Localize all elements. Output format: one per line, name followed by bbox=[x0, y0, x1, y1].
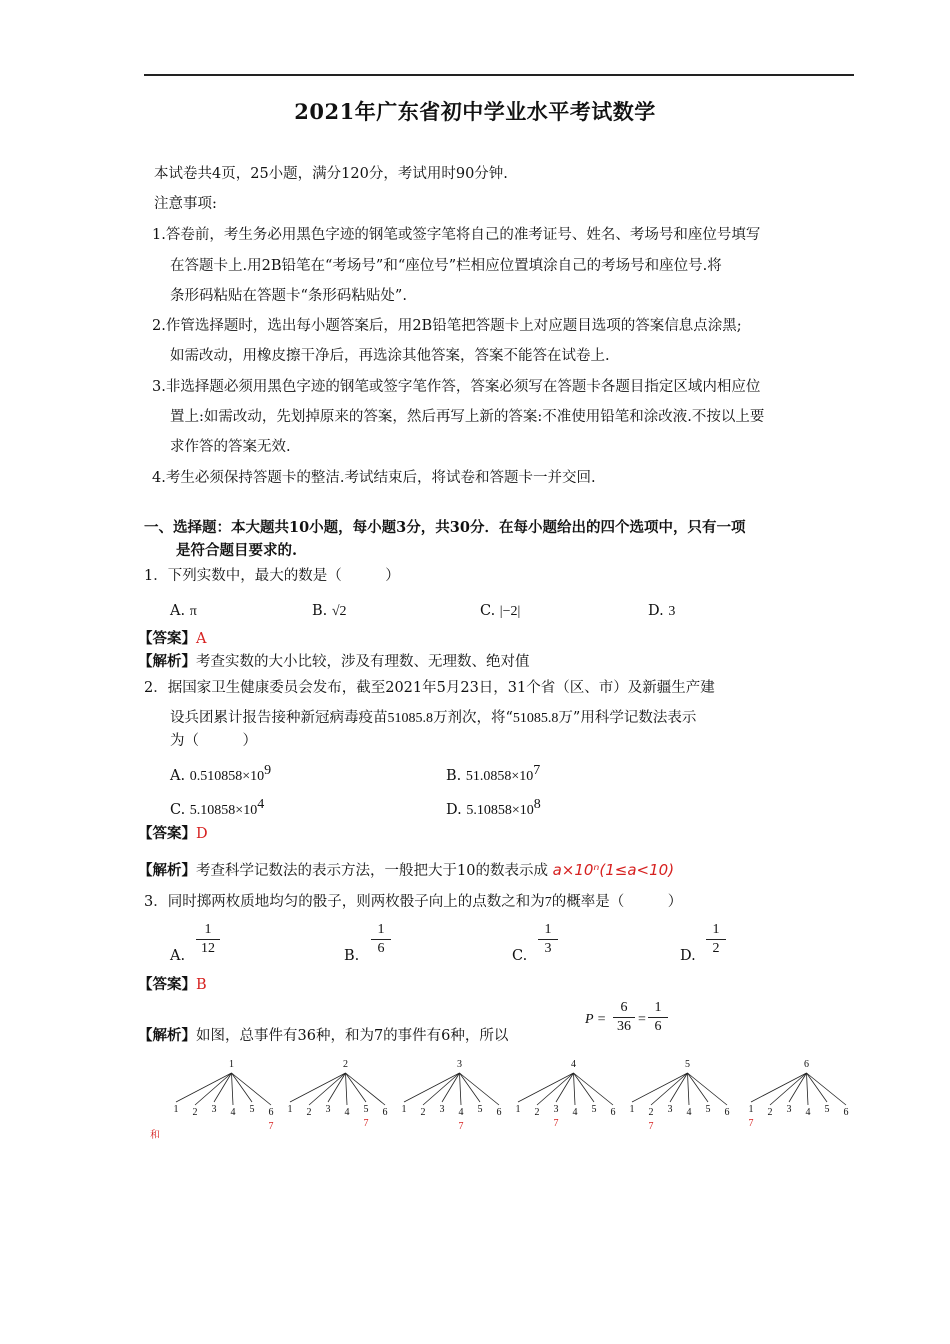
tree-leaf-label: 3 bbox=[211, 1104, 217, 1115]
note-line: 1.答卷前，考生务必用黑色字迹的钢笔或签字笔将自己的准考证号、姓名、考场号和座位号填写 bbox=[152, 227, 761, 243]
q2-stem-cont: 设兵团累计报告接种新冠病毒疫苗51085.8万剂次，将“51085.8万”用科学记数法表示 bbox=[170, 710, 697, 726]
q2-analysis: 【解析】考查科学记数法的表示方法，一般把大于10的数表示成 a×10ⁿ(1≤a<10) bbox=[138, 861, 675, 879]
note-line: 如需改动，用橡皮擦干净后，再选涂其他答案，答案不能答在试卷上. bbox=[170, 348, 610, 364]
q3-option-c-label: C. bbox=[512, 948, 528, 964]
note-line: 4.考生必须保持答题卡的整洁.考试结束后，将试卷和答题卡一并交回. bbox=[152, 470, 596, 486]
tree-leaf-label: 2 bbox=[420, 1107, 426, 1118]
q1-option-c: C. |−2| bbox=[480, 603, 521, 619]
tree-branch bbox=[807, 1073, 809, 1105]
note-line: 条形码粘贴在答题卡“条形码粘贴处”. bbox=[170, 288, 407, 304]
q3-option-d-label: D. bbox=[680, 948, 696, 964]
tree-leaf-label: 3 bbox=[325, 1104, 331, 1115]
q3-stem: 3．同时掷两枚质地均匀的骰子，则两枚骰子向上的点数之和为7的概率是（ ） bbox=[144, 894, 683, 910]
note-line: 3.非选择题必须用黑色字迹的钢笔或签字笔作答，答案必须写在答题卡各题目指定区域内相应位 bbox=[152, 379, 761, 395]
tree-leaf-label: 3 bbox=[667, 1104, 673, 1115]
tree-leaf-label: 1 bbox=[287, 1104, 293, 1115]
q2-option-b: B. $51.0858\times 10^7$ bbox=[446, 763, 541, 784]
tree-leaf-label: 5 bbox=[249, 1104, 255, 1115]
sum-seven-label: 7 bbox=[648, 1121, 654, 1132]
equals-sign: = bbox=[638, 1012, 646, 1027]
tree-leaf-label: 2 bbox=[534, 1107, 540, 1118]
q3-option-a-fraction: 1 12 bbox=[196, 922, 220, 957]
q1-option-b: B. √2 bbox=[312, 603, 347, 619]
tree-leaf-label: 4 bbox=[572, 1107, 578, 1118]
tree-branch bbox=[460, 1073, 500, 1105]
tree-branch bbox=[574, 1073, 614, 1105]
q3-analysis: 【解析】如图，总事件有36种，和为7的事件有6种，所以 bbox=[138, 1027, 509, 1044]
q1-stem: 1．下列实数中，最大的数是（ ） bbox=[144, 568, 400, 584]
q3-option-c-fraction: 1 3 bbox=[538, 922, 558, 957]
probability-fraction-2: 1 6 bbox=[648, 1000, 668, 1035]
tree-branch bbox=[574, 1073, 576, 1105]
tree-leaf-label: 6 bbox=[843, 1107, 849, 1118]
tree-leaf-label: 2 bbox=[648, 1107, 654, 1118]
tree-leaf-label: 4 bbox=[458, 1107, 464, 1118]
note-line: 2.作管选择题时，选出每小题答案后，用2B铅笔把答题卡上对应题目选项的答案信息点涂黑; bbox=[152, 318, 742, 334]
tree-leaf-label: 1 bbox=[748, 1104, 754, 1115]
tree-leaf-label: 6 bbox=[496, 1107, 502, 1118]
tree-leaf-label: 4 bbox=[344, 1107, 350, 1118]
tree-leaf-label: 5 bbox=[477, 1104, 483, 1115]
tree-root-label: 2 bbox=[343, 1059, 348, 1070]
tree-leaf-label: 5 bbox=[591, 1104, 597, 1115]
probability-fraction-1: 6 36 bbox=[613, 1000, 635, 1035]
tree-leaf-label: 4 bbox=[230, 1107, 236, 1118]
handwritten-note: a×10ⁿ(1≤a<10) bbox=[552, 861, 675, 879]
tree-leaf-label: 3 bbox=[553, 1104, 559, 1115]
tree-branch bbox=[346, 1073, 386, 1105]
q2-stem-end: 为（ ） bbox=[170, 733, 257, 749]
q2-option-a: A. $0.510858\times 10^9$ bbox=[170, 763, 272, 784]
tree-branch bbox=[688, 1073, 728, 1105]
q2-answer: 【答案】D bbox=[138, 825, 208, 842]
sum-seven-label: 7 bbox=[363, 1118, 369, 1129]
tree-branch bbox=[460, 1073, 462, 1105]
q1-analysis: 【解析】考查实数的大小比较，涉及有理数、无理数、绝对值 bbox=[138, 653, 530, 670]
tree-leaf-label: 3 bbox=[439, 1104, 445, 1115]
tree-root-label: 4 bbox=[571, 1059, 576, 1070]
tree-leaf-label: 3 bbox=[786, 1104, 792, 1115]
tree-branch bbox=[232, 1073, 234, 1105]
tree-leaf-label: 6 bbox=[382, 1107, 388, 1118]
q3-option-b-label: B. bbox=[344, 948, 360, 964]
tree-leaf-label: 6 bbox=[724, 1107, 730, 1118]
q2-option-c: C. $5.10858\times 10^4$ bbox=[170, 797, 265, 818]
note-line: 置上:如需改动，先划掉原来的答案，然后再写上新的答案:不准使用铅笔和涂改液.不按以上要 bbox=[170, 409, 765, 425]
q1-option-a: A. π bbox=[170, 603, 197, 619]
notes-heading: 注意事项: bbox=[154, 196, 217, 212]
tree-leaf-label: 4 bbox=[805, 1107, 811, 1118]
note-line: 在答题卡上.用2B铅笔在“考场号”和“座位号”栏相应位置填涂自己的考场号和座位号.将 bbox=[170, 258, 722, 274]
tree-leaf-label: 1 bbox=[401, 1104, 407, 1115]
q2-stem: 2．据国家卫生健康委员会发布，截至2021年5月23日，31个省（区、市）及新疆生产建 bbox=[144, 680, 715, 696]
q3-option-d-fraction: 1 2 bbox=[706, 922, 726, 957]
tree-leaf-label: 5 bbox=[824, 1104, 830, 1115]
section-heading-cont: 是符合题目要求的. bbox=[176, 542, 298, 559]
tree-leaf-label: 2 bbox=[767, 1107, 773, 1118]
tree-leaf-label: 2 bbox=[306, 1107, 312, 1118]
top-rule bbox=[144, 74, 854, 76]
tree-branch bbox=[346, 1073, 348, 1105]
note-line: 求作答的答案无效. bbox=[170, 439, 291, 455]
tree-leaf-label: 4 bbox=[686, 1107, 692, 1118]
tree-leaf-label: 5 bbox=[705, 1104, 711, 1115]
tree-branch bbox=[232, 1073, 272, 1105]
tree-branch bbox=[688, 1073, 690, 1105]
sum-seven-label: 7 bbox=[553, 1118, 559, 1129]
q1-answer: 【答案】A bbox=[138, 630, 207, 647]
tree-leaf-label: 2 bbox=[192, 1107, 198, 1118]
sum-seven-label: 7 bbox=[268, 1121, 274, 1132]
tree-root-label: 5 bbox=[685, 1059, 690, 1070]
q3-option-b-fraction: 1 6 bbox=[371, 922, 391, 957]
tree-root-label: 1 bbox=[229, 1059, 234, 1070]
sum-seven-label: 7 bbox=[748, 1118, 754, 1129]
tree-leaf-label: 1 bbox=[173, 1104, 179, 1115]
q3-option-a-label: A. bbox=[170, 948, 186, 964]
intro-text: 本试卷共4页，25小题，满分120分，考试用时90分钟. bbox=[154, 166, 508, 182]
q3-answer: 【答案】B bbox=[138, 976, 207, 993]
tree-leaf-label: 6 bbox=[268, 1107, 274, 1118]
tree-root-label: 3 bbox=[457, 1059, 462, 1070]
tree-leaf-label: 1 bbox=[629, 1104, 635, 1115]
probability-label: P = bbox=[585, 1012, 607, 1027]
tree-leaf-label: 1 bbox=[515, 1104, 521, 1115]
section-heading: 一、选择题：本大题共10小题，每小题3分，共30分．在每小题给出的四个选项中，只有一项 bbox=[144, 519, 746, 536]
dice-tree-diagram bbox=[140, 1055, 860, 1145]
tree-leaf-label: 5 bbox=[363, 1104, 369, 1115]
q2-option-d: D. $5.10858\times 10^8$ bbox=[446, 797, 541, 818]
q1-option-d: D. 3 bbox=[648, 603, 676, 619]
tree-root-label: 6 bbox=[804, 1059, 809, 1070]
sum-label: 和 bbox=[150, 1130, 160, 1141]
tree-branch bbox=[807, 1073, 847, 1105]
sum-seven-label: 7 bbox=[458, 1121, 464, 1132]
tree-leaf-label: 6 bbox=[610, 1107, 616, 1118]
page-title: 2021年广东省初中学业水平考试数学 bbox=[294, 99, 656, 124]
